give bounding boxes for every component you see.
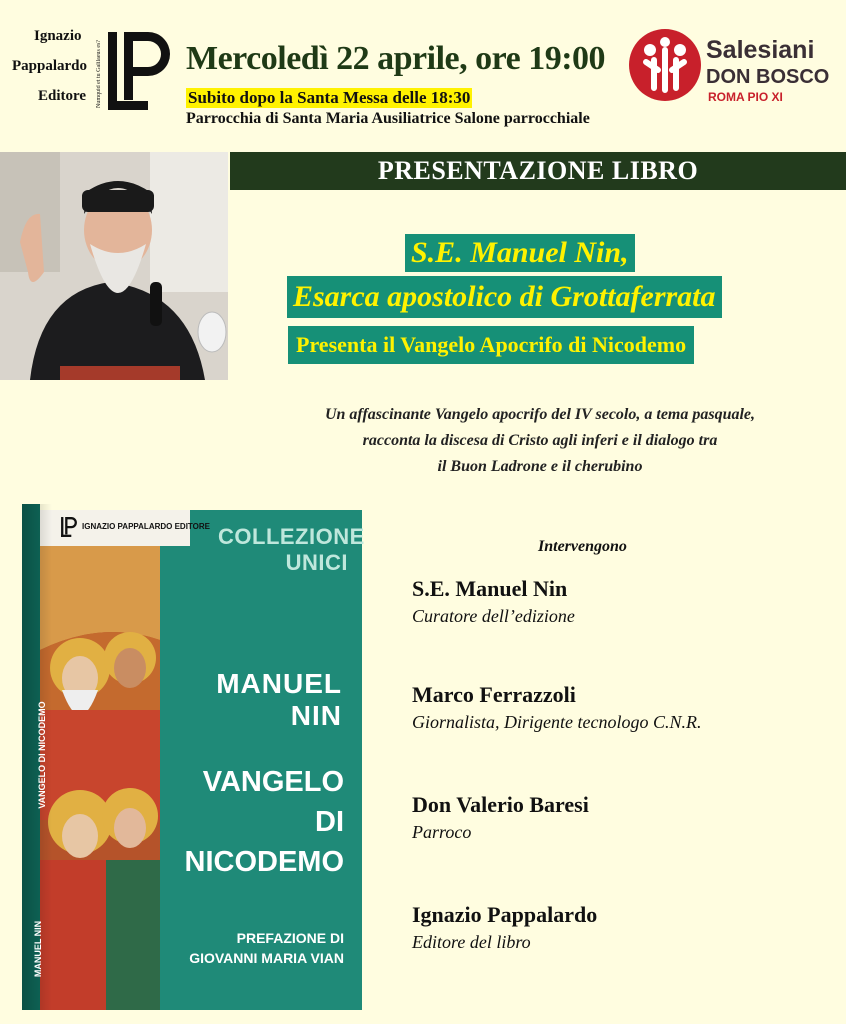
salesiani-name: Salesiani bbox=[706, 36, 815, 64]
speaker-3-name: Don Valerio Baresi bbox=[412, 792, 589, 817]
speaker-1-role: Curatore dell’edizione bbox=[412, 606, 575, 626]
cover-author-line1: MANUEL bbox=[216, 668, 342, 699]
salesiani-logo bbox=[628, 28, 840, 104]
cover-preface bbox=[172, 928, 344, 968]
speaker-presents: Presenta il Vangelo Apocrifo di Nicodemo bbox=[288, 326, 694, 364]
publisher-tagline: Numquid et tu Galilaeus es? bbox=[96, 40, 102, 108]
speaker-4-role: Editore del libro bbox=[412, 932, 531, 952]
publisher-name-line1: Ignazio bbox=[34, 28, 82, 44]
cover-collection-line1: COLLEZIONE bbox=[218, 524, 365, 549]
event-venue: Parrocchia di Santa Maria Ausiliatrice Salone parrocchiale bbox=[186, 110, 590, 127]
salesiani-emblem-icon bbox=[628, 28, 702, 102]
speaker-name: S.E. Manuel Nin, bbox=[405, 234, 635, 272]
cover-preface-line2: GIOVANNI MARIA VIAN bbox=[189, 950, 344, 966]
salesiani-location: ROMA PIO XI bbox=[708, 90, 783, 104]
description-line-3: il Buon Ladrone e il cherubino bbox=[437, 458, 643, 475]
speaker-3-role: Parroco bbox=[412, 822, 472, 842]
banner-title: PRESENTAZIONE LIBRO bbox=[377, 156, 699, 185]
description-line-2: racconta la discesa di Cristo agli inferi e il dialogo tra bbox=[362, 432, 718, 449]
cover-publisher-label: IGNAZIO PAPPALARDO EDITORE bbox=[82, 522, 211, 531]
speaker-title: Esarca apostolico di Grottaferrata bbox=[287, 276, 722, 318]
speakers-heading: Intervengono bbox=[538, 538, 627, 555]
salesiani-don-bosco: DON BOSCO bbox=[706, 66, 830, 88]
speaker-2-role: Giornalista, Dirigente tecnologo C.N.R. bbox=[412, 712, 702, 732]
cover-preface-line1: PREFAZIONE DI bbox=[236, 930, 344, 946]
speaker-2-name: Marco Ferrazzoli bbox=[412, 682, 576, 707]
book-description bbox=[240, 402, 840, 480]
cover-title-line1: VANGELO bbox=[202, 766, 344, 798]
cover-author-line2: NIN bbox=[290, 700, 342, 731]
presentation-banner bbox=[230, 152, 846, 190]
speaker-photo bbox=[0, 152, 228, 380]
cover-author bbox=[202, 668, 342, 732]
cover-title bbox=[172, 762, 344, 882]
publisher-logo bbox=[12, 22, 172, 112]
cover-collection bbox=[218, 524, 365, 576]
book-cover bbox=[22, 500, 364, 1010]
cover-collection-line2: UNICI bbox=[285, 550, 348, 575]
after-mass-note: Subito dopo la Santa Messa delle 18:30 bbox=[188, 88, 471, 107]
spine-title: VANGELO DI NICODEMO bbox=[37, 701, 47, 809]
speaker-1-name: S.E. Manuel Nin bbox=[412, 576, 568, 601]
spine-author: MANUEL NIN bbox=[33, 920, 43, 978]
publisher-name-line3: Editore bbox=[38, 88, 87, 104]
publisher-mark-icon bbox=[96, 28, 182, 114]
cover-publisher-icon bbox=[58, 514, 80, 540]
speaker-4-name: Ignazio Pappalardo bbox=[412, 902, 598, 927]
description-line-1: Un affascinante Vangelo apocrifo del IV secolo, a tema pasquale, bbox=[324, 406, 756, 423]
event-date-time: Mercoledì 22 aprile, ore 19:00 bbox=[186, 40, 606, 77]
publisher-name-line2: Pappalardo bbox=[12, 58, 88, 74]
cover-title-line2: DI NICODEMO bbox=[184, 806, 344, 878]
